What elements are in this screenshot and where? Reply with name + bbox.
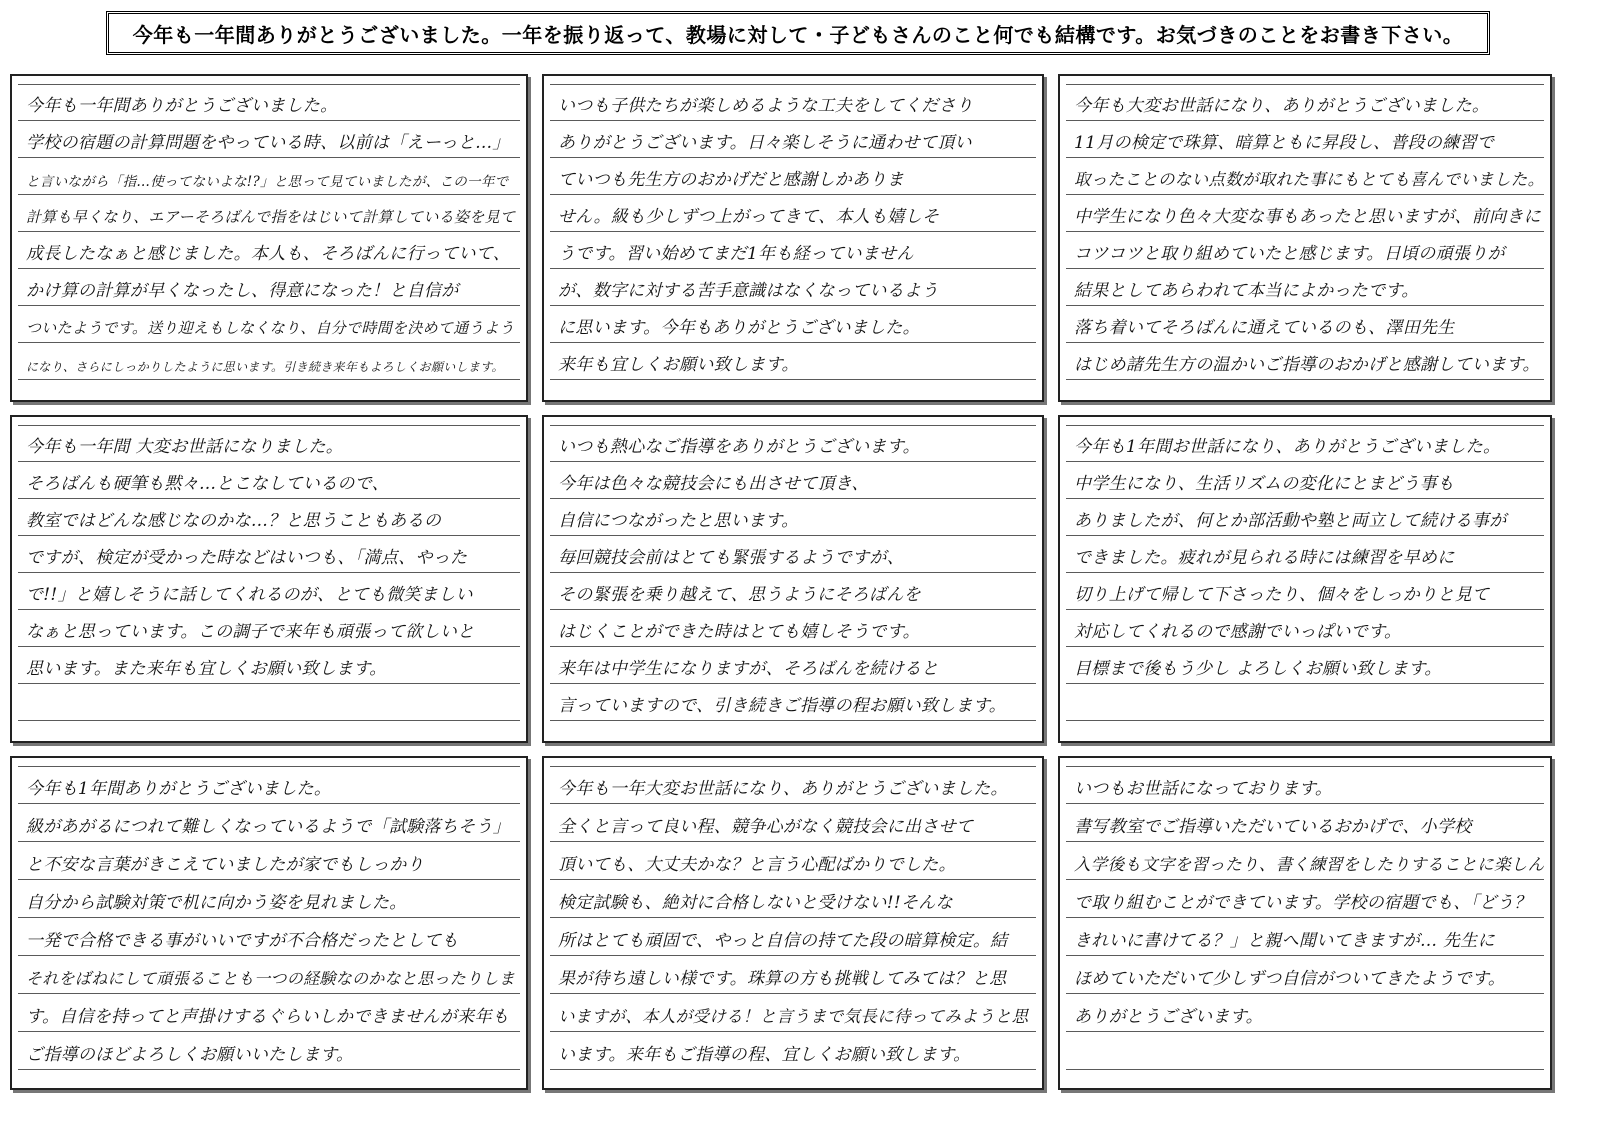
comment-lines xyxy=(1066,766,1544,1070)
comment-line: で取り組むことができています。学校の宿題でも、「どう？ xyxy=(1066,880,1544,918)
comment-card-2 xyxy=(542,74,1044,402)
comment-line: せん。級も少しずつ上がってきて、本人も嬉しそ xyxy=(550,195,1036,232)
comment-line: と不安な言葉がきこえていましたが家でもしっかり xyxy=(18,842,520,880)
comment-line: 落ち着いてそろばんに通えているのも、澤田先生 xyxy=(1066,306,1544,343)
comment-line: 目標まで後もう少し よろしくお願い致します。 xyxy=(1066,647,1544,684)
comment-line: に思います。今年もありがとうございました。 xyxy=(550,306,1036,343)
comment-line: ありがとうございます。日々楽しそうに通わせて頂い xyxy=(550,121,1036,158)
comment-line: 切り上げて帰して下さったり、個々をしっかりと見て xyxy=(1066,573,1544,610)
comment-line: 検定試験も、絶対に合格しないと受けない!!そんな xyxy=(550,880,1036,918)
comment-line: と言いながら「指…使ってないよな!?」と思って見ていましたが、この一年で xyxy=(18,158,520,195)
comment-line: 果が待ち遠しい様です。珠算の方も挑戦してみては？と思 xyxy=(550,956,1036,994)
comment-line: す。自信を持ってと声掛けするぐらいしかできませんが来年も xyxy=(18,994,520,1032)
comment-line: 今年も一年大変お世話になり、ありがとうございました。 xyxy=(550,766,1036,804)
comment-card-4 xyxy=(10,415,528,743)
comment-line: きれいに書けてる？」と親へ聞いてきますが… 先生に xyxy=(1066,918,1544,956)
comment-line xyxy=(1066,1032,1544,1070)
comment-line: 来年は中学生になりますが、そろばんを続けると xyxy=(550,647,1036,684)
comment-line: いますが、本人が受ける！と言うまで気長に待ってみようと思 xyxy=(550,994,1036,1032)
comment-line: ありがとうございます。 xyxy=(1066,994,1544,1032)
comment-card-8 xyxy=(542,756,1044,1090)
comment-line: 今年は色々な競技会にも出させて頂き、 xyxy=(550,462,1036,499)
comment-line: 成長したなぁと感じました。本人も、そろばんに行っていて、 xyxy=(18,232,520,269)
comment-line: いつもお世話になっております。 xyxy=(1066,766,1544,804)
comment-line: その緊張を乗り越えて、思うようにそろばんを xyxy=(550,573,1036,610)
comment-line: 頂いても、大丈夫かな？と言う心配ばかりでした。 xyxy=(550,842,1036,880)
comment-line: 全くと言って良い程、競争心がなく競技会に出させて xyxy=(550,804,1036,842)
comment-line: 自分から試験対策で机に向かう姿を見れました。 xyxy=(18,880,520,918)
comment-line: 計算も早くなり、エアーそろばんで指をはじいて計算している姿を見て xyxy=(18,195,520,232)
comment-card-9 xyxy=(1058,756,1552,1090)
comment-card-7 xyxy=(10,756,528,1090)
comment-line: はじめ諸先生方の温かいご指導のおかげと感謝しています。 xyxy=(1066,343,1544,380)
comment-line: ほめていただいて少しずつ自信がついてきたようです。 xyxy=(1066,956,1544,994)
comment-card-1 xyxy=(10,74,528,402)
comment-line: ついたようです。送り迎えもしなくなり、自分で時間を決めて通うよう xyxy=(18,306,520,343)
comment-line: かけ算の計算が早くなったし、得意になった！と自信が xyxy=(18,269,520,306)
comment-line: なぁと思っています。この調子で来年も頑張って欲しいと xyxy=(18,610,520,647)
comment-line: 今年も1年間ありがとうございました。 xyxy=(18,766,520,804)
comment-line: 級があがるにつれて難しくなっているようで「試験落ちそう」 xyxy=(18,804,520,842)
comment-line: で!!」と嬉しそうに話してくれるのが、とても微笑ましい xyxy=(18,573,520,610)
comment-line: それをばねにして頑張ることも一つの経験なのかなと思ったりしま xyxy=(18,956,520,994)
comment-line: 言っていますので、引き続きご指導の程お願い致します。 xyxy=(550,684,1036,721)
comment-line: そろばんも硬筆も黙々…とこなしているので、 xyxy=(18,462,520,499)
comment-line: います。来年もご指導の程、宜しくお願い致します。 xyxy=(550,1032,1036,1070)
comment-line: 学校の宿題の計算問題をやっている時、以前は「えーっと…」 xyxy=(18,121,520,158)
comment-line: いつも子供たちが楽しめるような工夫をしてくださり xyxy=(550,84,1036,121)
comment-lines xyxy=(550,766,1036,1070)
comment-line: 対応してくれるので感謝でいっぱいです。 xyxy=(1066,610,1544,647)
comment-line: 入学後も文字を習ったり、書く練習をしたりすることに楽しん xyxy=(1066,842,1544,880)
comment-line: 一発で合格できる事がいいですが不合格だったとしても xyxy=(18,918,520,956)
comment-line: 今年も一年間ありがとうございました。 xyxy=(18,84,520,121)
comment-line: ご指導のほどよろしくお願いいたします。 xyxy=(18,1032,520,1070)
comment-line: 所はとても頑固で、やっと自信の持てた段の暗算検定。結 xyxy=(550,918,1036,956)
comment-line: 来年も宜しくお願い致します。 xyxy=(550,343,1036,380)
comment-line: 取ったことのない点数が取れた事にもとても喜んでいました。 xyxy=(1066,158,1544,195)
comment-lines xyxy=(18,84,520,380)
comment-lines xyxy=(18,766,520,1070)
comment-line: 中学生になり、生活リズムの変化にとまどう事も xyxy=(1066,462,1544,499)
comment-line: はじくことができた時はとても嬉しそうです。 xyxy=(550,610,1036,647)
comment-line: 今年も1年間お世話になり、ありがとうございました。 xyxy=(1066,425,1544,462)
comment-line: うです。習い始めてまだ1年も経っていません xyxy=(550,232,1036,269)
comment-line: 中学生になり色々大変な事もあったと思いますが、前向きに xyxy=(1066,195,1544,232)
page-title-banner xyxy=(106,11,1490,55)
comment-line: いつも熱心なご指導をありがとうございます。 xyxy=(550,425,1036,462)
comment-line: 今年も一年間 大変お世話になりました。 xyxy=(18,425,520,462)
comment-lines xyxy=(550,425,1036,721)
comment-line xyxy=(1066,684,1544,721)
comment-line: が、数字に対する苦手意識はなくなっているよう xyxy=(550,269,1036,306)
comment-line: コツコツと取り組めていたと感じます。日頃の頑張りが xyxy=(1066,232,1544,269)
comment-line: 教室ではどんな感じなのかな…？と思うこともあるの xyxy=(18,499,520,536)
comment-line: 自信につながったと思います。 xyxy=(550,499,1036,536)
comment-line: できました。疲れが見られる時には練習を早めに xyxy=(1066,536,1544,573)
comment-card-5 xyxy=(542,415,1044,743)
comment-line: 11月の検定で珠算、暗算ともに昇段し、普段の練習で xyxy=(1066,121,1544,158)
comment-card-6 xyxy=(1058,415,1552,743)
comment-line: 書写教室でご指導いただいているおかげで、小学校 xyxy=(1066,804,1544,842)
comment-line xyxy=(18,684,520,721)
comment-line: ありましたが、何とか部活動や塾と両立して続ける事が xyxy=(1066,499,1544,536)
comment-line: ですが、検定が受かった時などはいつも、「満点、やった xyxy=(18,536,520,573)
comment-line: 今年も大変お世話になり、ありがとうございました。 xyxy=(1066,84,1544,121)
comment-card-3 xyxy=(1058,74,1552,402)
comment-lines xyxy=(1066,425,1544,721)
comment-line: 毎回競技会前はとても緊張するようですが、 xyxy=(550,536,1036,573)
comment-lines xyxy=(1066,84,1544,380)
page-title: 今年も一年間ありがとうございました。一年を振り返って、教場に対して・子どもさんのこと何でも結構です。お気づきのことをお書き下さい。 xyxy=(132,22,1464,47)
comment-lines xyxy=(550,84,1036,380)
comment-lines xyxy=(18,425,520,721)
comment-line: になり、さらにしっかりしたように思います。引き続き来年もよろしくお願いします。 xyxy=(18,343,520,380)
comment-line: 結果としてあらわれて本当によかったです。 xyxy=(1066,269,1544,306)
comment-line: 思います。また来年も宜しくお願い致します。 xyxy=(18,647,520,684)
comment-line: ていつも先生方のおかげだと感謝しかありま xyxy=(550,158,1036,195)
